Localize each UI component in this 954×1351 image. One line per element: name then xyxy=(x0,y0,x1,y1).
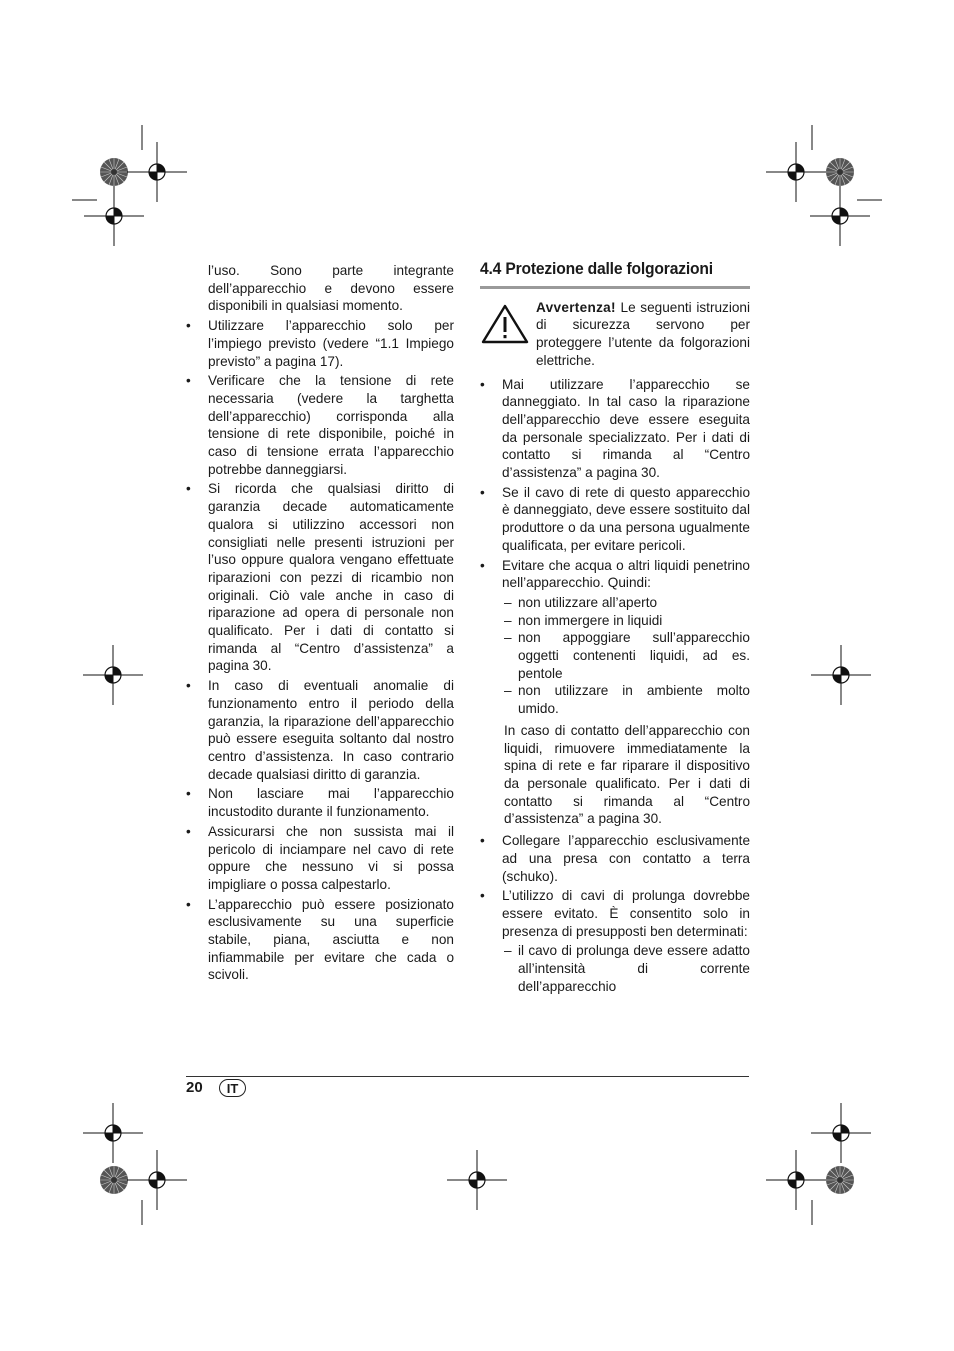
list-item: • Evitare che acqua o altri liquidi penetrino nell’apparecchio. Quindi: xyxy=(480,557,750,591)
starburst-target-icon xyxy=(100,158,128,186)
dash-item: – non utilizzare all’aperto xyxy=(504,594,658,610)
list-item: • Verificare che la tensione di rete necessaria (vedere la targhetta dell’apparecchio) corrisponda alla tensione di rete disponibile, poiché in caso di tensione errata l’apparecchio potrebbe danneggiarsi. xyxy=(186,373,454,477)
crosshair-registration-icon xyxy=(766,1150,826,1210)
crosshair-registration-icon xyxy=(83,645,143,705)
contact-paragraph: In caso di contatto dell’apparecchio con liquidi, rimuovere immediatamente la spina di rete e far riparare il dispositivo da personale qualificato. Per i dati di contatto si rimanda al “Centro d’assistenza” a pagina 30. xyxy=(504,722,750,827)
dash-item: – non utilizzare in ambiente molto umido. xyxy=(504,683,750,717)
warning-triangle-icon xyxy=(480,299,536,370)
bullet-icon: • xyxy=(186,823,191,839)
dash-item: – il cavo di prolunga deve essere adatto all’intensità di corrente dell’apparecchio xyxy=(504,943,750,994)
list-item: • Non lasciare mai l’apparecchio incustodito durante il funzionamento. xyxy=(186,786,454,820)
crosshair-registration-icon xyxy=(127,142,187,202)
footer-rule xyxy=(186,1076,749,1077)
dash-item: – non immergere in liquidi xyxy=(504,612,663,628)
bullet-icon: • xyxy=(186,373,191,389)
crosshair-registration-icon xyxy=(766,142,826,202)
title-rule xyxy=(480,286,750,289)
crosshair-registration-icon xyxy=(811,1103,871,1163)
bullet-icon: • xyxy=(480,888,485,904)
list-item: • Utilizzare l’apparecchio solo per l’impiego previsto (vedere “1.1 Impiego previsto” a pagina 17). xyxy=(186,318,454,369)
starburst-target-icon xyxy=(826,1166,854,1194)
bullet-icon: • xyxy=(480,557,485,573)
dash-item: – non appoggiare sull’apparecchio oggetti contenenti liquidi, ad es. pentole xyxy=(504,630,750,681)
bullet-icon: • xyxy=(480,833,485,849)
crosshair-registration-icon xyxy=(447,1150,507,1210)
list-item: • L’utilizzo di cavi di prolunga dovrebbe essere evitato. È consentito solo in presenza di presupposti ben determinati: xyxy=(480,888,750,939)
intro-text: l’uso. Sono parte integrante dell’apparecchio e devono essere disponibili in qualsiasi momento. xyxy=(208,263,454,314)
bullet-icon: • xyxy=(186,481,191,497)
list-item: • Collegare l’apparecchio esclusivamente ad una presa con contatto a terra (schuko). xyxy=(480,833,750,884)
warning-text: Avvertenza! Le seguenti istruzioni di sicurezza servono per proteggere l’utente da folgorazioni elettriche. xyxy=(536,299,750,368)
starburst-target-icon xyxy=(100,1166,128,1194)
bullet-icon: • xyxy=(480,484,485,500)
list-item: • Mai utilizzare l’apparecchio se danneggiato. In tal caso la riparazione dell’apparecchio deve essere eseguita da personale specializzato. Per i dati di contatto si rimanda al “Centro d’assistenza” a pagina 30. xyxy=(480,376,750,481)
list-item: • Si ricorda che qualsiasi diritto di garanzia decade automaticamente qualora si utilizzino accessori non consigliati nelle presenti istruzioni per l’uso oppure qualora vengano effettuate riparazioni con pezzi di ricambio non originali. Ciò vale anche in caso di riparazione ad opera di personale non qualificato. Per i dati di contatto si rimanda al “Centro d’assistenza” a pagina 30. xyxy=(186,481,454,674)
left-column xyxy=(186,262,454,986)
language-badge: IT xyxy=(219,1079,246,1097)
list-item: • L’apparecchio può essere posizionato esclusivamente su una superficie stabile, piana, asciutta e non infiammabile per evitare che cada o scivoli. xyxy=(186,896,454,983)
crosshair-registration-icon xyxy=(127,1150,187,1210)
warning-box xyxy=(480,299,750,370)
bullet-icon: • xyxy=(186,786,191,802)
crosshair-registration-icon xyxy=(83,1103,143,1163)
bullet-icon: • xyxy=(186,318,191,334)
section-title: 4.4 Protezione dalle folgorazioni xyxy=(480,259,713,278)
bullet-icon: • xyxy=(186,678,191,694)
bullet-icon: • xyxy=(186,896,191,912)
list-item: • Assicurarsi che non sussista mai il pericolo di inciampare nel cavo di rete oppure che nessuno vi si possa impigliare o possa calpestarlo. xyxy=(186,823,454,892)
crosshair-registration-icon xyxy=(810,186,870,246)
list-item: • In caso di eventuali anomalie di funzionamento entro il periodo della garanzia, la riparazione dell’apparecchio può essere eseguita soltanto dal nostro centro d’assistenza. In caso contrario decade qualsiasi diritto di garanzia. xyxy=(186,678,454,782)
crosshair-registration-icon xyxy=(811,645,871,705)
list-item: • Se il cavo di rete di questo apparecchio è danneggiato, deve essere sostituito dal produttore o da una persona ugualmente qualificata, per evitare pericoli. xyxy=(480,484,750,553)
page-number: 20 xyxy=(186,1079,203,1096)
warning-label: Avvertenza! xyxy=(536,299,616,315)
bullet-icon: • xyxy=(480,376,485,392)
starburst-target-icon xyxy=(826,158,854,186)
crosshair-registration-icon xyxy=(84,186,144,246)
right-column xyxy=(480,260,750,995)
